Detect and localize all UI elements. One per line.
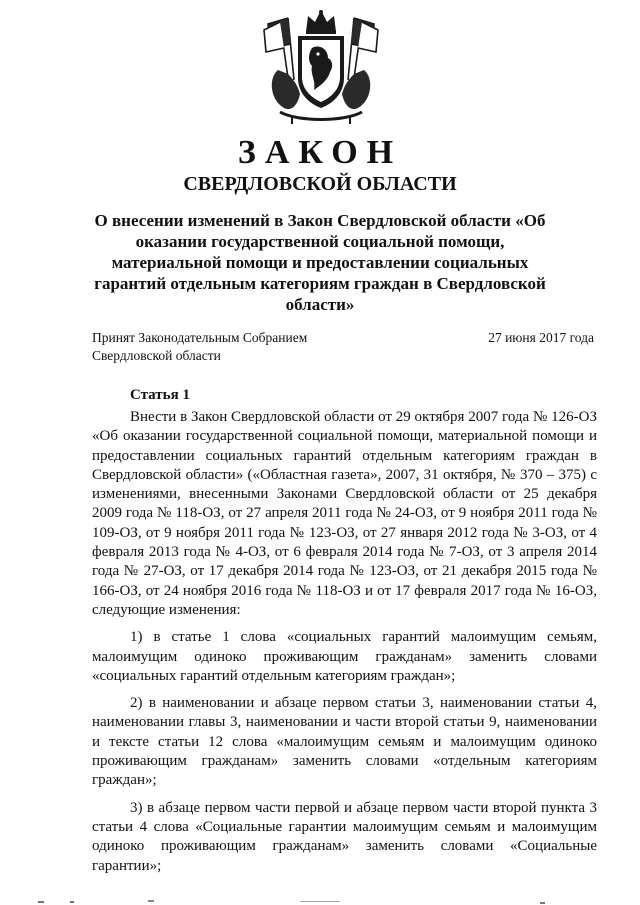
article-heading: Статья 1	[130, 387, 190, 403]
shield-icon	[298, 36, 344, 108]
right-sable-icon	[342, 70, 370, 109]
article-paragraph-item-1: 1) в статье 1 слова «социальных гарантий малоимущим семьям, малоимущим одиноко проживающим гражданам» заменить словами «социальных гарантий отдельным категориям граждан»;	[92, 629, 597, 684]
left-sable-icon	[272, 70, 300, 109]
article-paragraph-item-3: 3) в абзаце первом части первой и абзаце первом части второй пункта 3 статьи 4 слова «Социальные гарантии малоимущим семьям и малоимущим одиноко проживающим гражданам» заменить словами «Социальные гарантии»;	[92, 799, 597, 874]
article-body	[92, 408, 597, 884]
adopted-by-line2: Свердловской области	[92, 348, 221, 363]
adoption-date: 27 июня 2017 года	[488, 330, 594, 345]
article-paragraph-item-2: 2) в наименовании и абзаце первом статьи 3, наименовании статьи 4, наименовании главы 3, наименовании и части второй статьи 9, наименовании и тексте статьи 12 слова «малоимущим семьям и малоимущим одиноко проживающим гражданам» заменить словами «отдельным категориям граждан»;	[92, 695, 597, 789]
adopted-by	[92, 329, 352, 365]
scan-artifacts	[0, 890, 640, 905]
law-title: ЗАКОН	[237, 134, 403, 171]
law-subject-title: О внесении изменений в Закон Свердловской области «Об оказании государственной социальной помощи, материальной помощи и предоставлении социальных гарантий отдельным категориям граждан в Свердловской области»	[94, 211, 546, 314]
adopted-by-line1: Принят Законодательным Собранием	[92, 330, 308, 345]
crown-icon	[306, 10, 336, 34]
law-region: СВЕРДЛОВСКОЙ ОБЛАСТИ	[183, 173, 457, 195]
article-paragraph-intro: Внести в Закон Свердловской области от 29 октября 2007 года № 126-ОЗ «Об оказании государственной социальной помощи, материальной помощи и предоставлении социальных гарантий отдельным категориям граждан в Свердловской области» («Областная газета», 2007, 31 октября, № 370 – 375) с изменениями, внесенными Законами Свердловской области от 25 декабря 2009 года № 118-ОЗ, от 27 апреля 2011 года № 24-ОЗ, от 9 ноября 2011 года № 109-ОЗ, от 9 ноября 2011 года № 123-ОЗ, от 27 января 2012 года № 3-ОЗ, от 4 февраля 2013 года № 4-ОЗ, от 6 февраля 2014 года № 7-ОЗ, от 3 апреля 2014 года № 27-ОЗ, от 17 декабря 2014 года № 123-ОЗ, от 21 декабря 2015 года № 166-ОЗ, от 24 ноября 2016 года № 118-ОЗ и от 17 февраля 2017 года № 16-ОЗ, следующие изменения:	[92, 409, 597, 618]
coat-of-arms-icon	[258, 8, 384, 126]
